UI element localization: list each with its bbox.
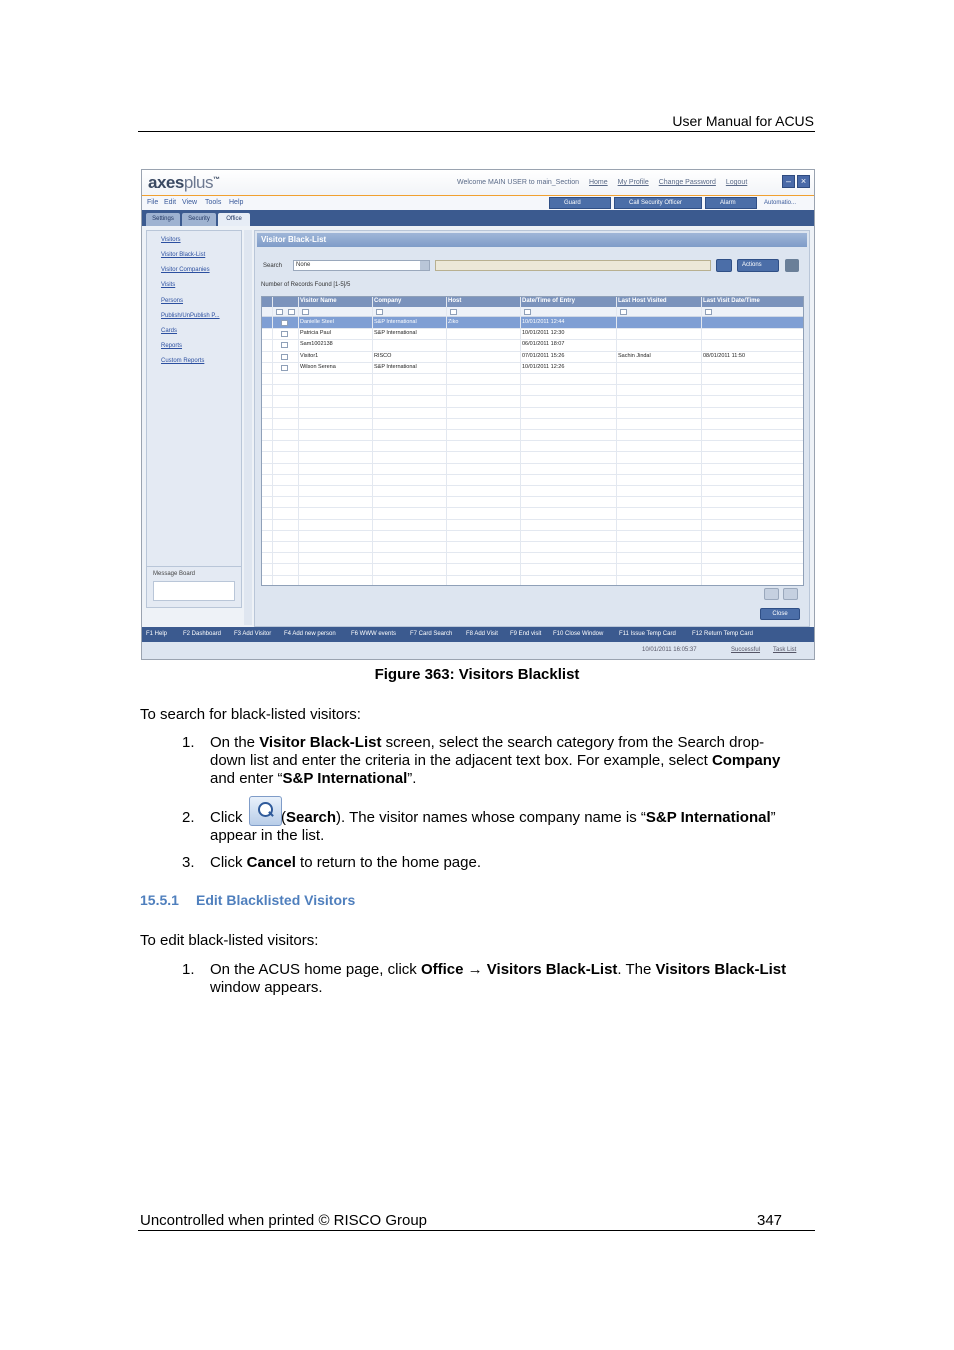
table-cell: Sachin Jindal <box>618 352 651 359</box>
grid-line <box>262 496 804 497</box>
sidebar-item-visitors[interactable]: Visitors <box>161 237 181 243</box>
grid-line <box>262 451 804 452</box>
tab-office[interactable]: Office <box>218 213 250 226</box>
step-1-text: On the Visitor Black-List screen, select the search category from the Search drop- down list and enter the criteria in the adjacent text box. For example, select Company and enter “S&P International”. <box>210 734 781 787</box>
menu-file[interactable]: File <box>147 199 159 206</box>
my-profile-link[interactable]: My Profile <box>617 179 649 186</box>
filter-row <box>262 307 804 317</box>
grid-line <box>262 384 804 385</box>
message-board-label: Message Board <box>153 571 196 577</box>
welcome-text: Welcome MAIN USER to main_Section <box>457 179 580 186</box>
fkey-f6[interactable]: F6 WWW events <box>351 631 397 637</box>
top-links <box>457 179 755 186</box>
header-rule <box>138 131 815 132</box>
grid-line <box>262 552 804 553</box>
filter-box[interactable] <box>524 309 531 315</box>
sidebar-item-visits[interactable]: Visits <box>161 282 176 288</box>
automation-link[interactable]: Automatio... <box>764 200 797 206</box>
filter-box[interactable] <box>302 309 309 315</box>
step-number: 3. <box>182 854 195 871</box>
filter-box[interactable] <box>705 309 712 315</box>
col-host[interactable]: Host <box>448 298 462 304</box>
section-title: Edit Blacklisted Visitors <box>196 892 356 908</box>
grid-header <box>262 297 804 307</box>
sidebar-item-persons[interactable]: Persons <box>161 298 184 304</box>
intro-paragraph: To search for black-listed visitors: <box>140 706 361 723</box>
prev-page-icon[interactable] <box>764 588 779 600</box>
sidebar-item-cards[interactable]: Cards <box>161 328 178 334</box>
sidebar-item-visitor-black-list[interactable]: Visitor Black-List <box>161 252 206 258</box>
grid-line <box>262 519 804 520</box>
grid-line <box>262 530 804 531</box>
chevron-down-icon <box>420 261 429 270</box>
menu-help[interactable]: Help <box>229 199 244 206</box>
panel-title: Visitor Black-List <box>257 233 807 247</box>
grid-line <box>262 541 804 542</box>
grid-line <box>262 429 804 430</box>
step-2-click: Click <box>210 809 243 826</box>
menu-edit[interactable]: Edit <box>164 199 177 206</box>
section-number: 15.5.1 <box>140 892 179 908</box>
tab-security[interactable]: Security <box>182 213 216 226</box>
actions-button[interactable]: Actions <box>737 259 779 272</box>
running-header: User Manual for ACUS <box>672 113 814 129</box>
results-grid <box>261 296 804 586</box>
row-checkbox[interactable] <box>281 342 288 348</box>
filter-box[interactable] <box>276 309 283 315</box>
change-password-link[interactable]: Change Password <box>658 179 716 186</box>
step-number: 1. <box>182 734 195 751</box>
table-cell: 08/01/2011 11:50 <box>703 352 746 359</box>
logout-link[interactable]: Logout <box>725 179 748 186</box>
step-2-text-cont: appear in the list. <box>210 827 325 844</box>
search-label: Search <box>263 263 283 269</box>
table-cell: Sam1002138 <box>300 341 333 348</box>
alarm-button[interactable]: Alarm <box>705 197 757 209</box>
search-category-select[interactable]: None <box>293 260 430 271</box>
filter-box[interactable] <box>288 309 295 315</box>
grid-line <box>262 328 804 329</box>
table-cell: Wilson Serena <box>300 363 336 370</box>
grid-line <box>262 440 804 441</box>
home-link[interactable]: Home <box>588 179 608 186</box>
sidebar <box>146 230 242 607</box>
col-last-visit[interactable]: Last Visit Date/Time <box>703 298 760 304</box>
sidebar-item-visitor-companies[interactable]: Visitor Companies <box>161 267 210 273</box>
menu-view[interactable]: View <box>182 199 198 206</box>
tab-settings[interactable]: Settings <box>146 213 180 226</box>
main-panel <box>254 230 810 627</box>
fkey-f11[interactable]: F11 Issue Temp Card <box>619 631 676 637</box>
fkey-f4[interactable]: F4 Add new person <box>284 631 336 637</box>
grid-line <box>262 407 804 408</box>
sidebar-item-custom-reports[interactable]: Custom Reports <box>161 358 205 364</box>
status-result: Successful <box>731 647 761 653</box>
axesplus-logo: axesplus™ <box>148 173 220 192</box>
message-board-box[interactable] <box>153 581 235 601</box>
step-2-text: (Search). The visitor names whose company name is “S&P International” <box>281 809 776 826</box>
table-cell: 10/01/2011 12:26 <box>522 363 565 370</box>
search-button[interactable] <box>716 259 732 272</box>
grid-line <box>262 563 804 564</box>
print-icon[interactable] <box>785 259 799 272</box>
table-cell: Danielle Steel <box>300 319 334 325</box>
status-bar <box>142 642 814 659</box>
fkey-f9[interactable]: F9 End visit <box>510 631 542 637</box>
grid-line <box>262 373 804 374</box>
grid-line <box>262 395 804 396</box>
minimize-icon[interactable]: – <box>782 175 795 188</box>
function-key-bar <box>142 627 814 642</box>
grid-line <box>262 507 804 508</box>
step-number: 1. <box>182 961 195 978</box>
fkey-f2[interactable]: F2 Dashboard <box>183 631 222 637</box>
grid-line <box>262 339 804 340</box>
row-checkbox[interactable] <box>281 331 288 337</box>
app-title-bar <box>142 170 814 196</box>
table-cell: S&P International <box>374 363 417 370</box>
message-board <box>146 566 242 608</box>
figure-caption: Figure 363: Visitors Blacklist <box>374 666 580 683</box>
search-icon <box>249 796 282 826</box>
row-checkbox[interactable] <box>281 365 288 371</box>
fkey-f12[interactable]: F12 Return Temp Card <box>692 631 753 637</box>
grid-line <box>262 485 804 486</box>
task-list-link[interactable]: Task List <box>773 647 797 653</box>
page-number: 347 <box>757 1212 783 1229</box>
fkey-f3[interactable]: F3 Add Visitor <box>234 631 272 637</box>
table-cell: Patricia Paul <box>300 330 331 337</box>
figure-screenshot <box>141 169 815 660</box>
col-date-entry[interactable]: Date/Time of Entry <box>522 298 575 304</box>
table-cell: 10/01/2011 12:30 <box>522 330 565 337</box>
table-cell: S&P International <box>374 330 417 337</box>
call-security-officer-button[interactable]: Call Security Officer <box>614 197 702 209</box>
filter-box[interactable] <box>376 309 383 315</box>
table-cell: 07/01/2011 15:26 <box>522 352 565 359</box>
fkey-f1[interactable]: F1 Help <box>146 631 168 637</box>
filter-box[interactable] <box>450 309 457 315</box>
sidebar-item-reports[interactable]: Reports <box>161 343 183 349</box>
grid-line <box>262 418 804 419</box>
guard-button[interactable]: Guard <box>549 197 611 209</box>
row-checkbox[interactable] <box>281 320 288 326</box>
search-input[interactable] <box>435 260 711 271</box>
table-cell: Visitor1 <box>300 352 319 359</box>
fkey-f8[interactable]: F8 Add Visit <box>466 631 498 637</box>
col-company[interactable]: Company <box>374 298 402 304</box>
col-visitor-name[interactable]: Visitor Name <box>300 298 337 304</box>
fkey-f10[interactable]: F10 Close Window <box>553 631 604 637</box>
next-page-icon[interactable] <box>783 588 798 600</box>
grid-line <box>262 463 804 464</box>
step-3-text: Click Cancel to return to the home page. <box>210 854 481 871</box>
menu-tools[interactable]: Tools <box>205 199 222 206</box>
close-icon[interactable]: × <box>797 175 810 188</box>
tabs-bar <box>142 210 814 226</box>
fkey-f7[interactable]: F7 Card Search <box>410 631 453 637</box>
grid-line <box>262 575 804 576</box>
grid-line <box>262 351 804 352</box>
col-last-host[interactable]: Last Host Visited <box>618 298 667 304</box>
close-button[interactable]: Close <box>760 608 800 620</box>
table-cell: S&P International <box>374 319 417 325</box>
table-cell: 10/01/2011 12:44 <box>522 319 565 325</box>
record-count: Number of Records Found [1-5]/5 <box>261 282 351 288</box>
step-number: 2. <box>182 809 195 826</box>
intro-paragraph-2: To edit black-listed visitors: <box>140 932 319 949</box>
panel-splitter[interactable] <box>244 230 252 625</box>
table-cell: Ziko <box>448 319 459 325</box>
grid-line <box>262 362 804 363</box>
edit-step-1-text: On the ACUS home page, click Office → Visitors Black-List. The Visitors Black-List window appears. <box>210 961 787 996</box>
table-cell: RISCO <box>374 352 392 359</box>
grid-line <box>262 474 804 475</box>
status-time: 10/01/2011 16:05:37 <box>642 647 697 653</box>
table-cell: 06/01/2011 18:07 <box>522 341 565 348</box>
sidebar-item-publish[interactable]: Publish/UnPublish P... <box>161 313 220 319</box>
row-checkbox[interactable] <box>281 354 288 360</box>
filter-box[interactable] <box>620 309 627 315</box>
footer-copyright: Uncontrolled when printed © RISCO Group <box>140 1212 428 1229</box>
footer-rule <box>138 1230 815 1231</box>
